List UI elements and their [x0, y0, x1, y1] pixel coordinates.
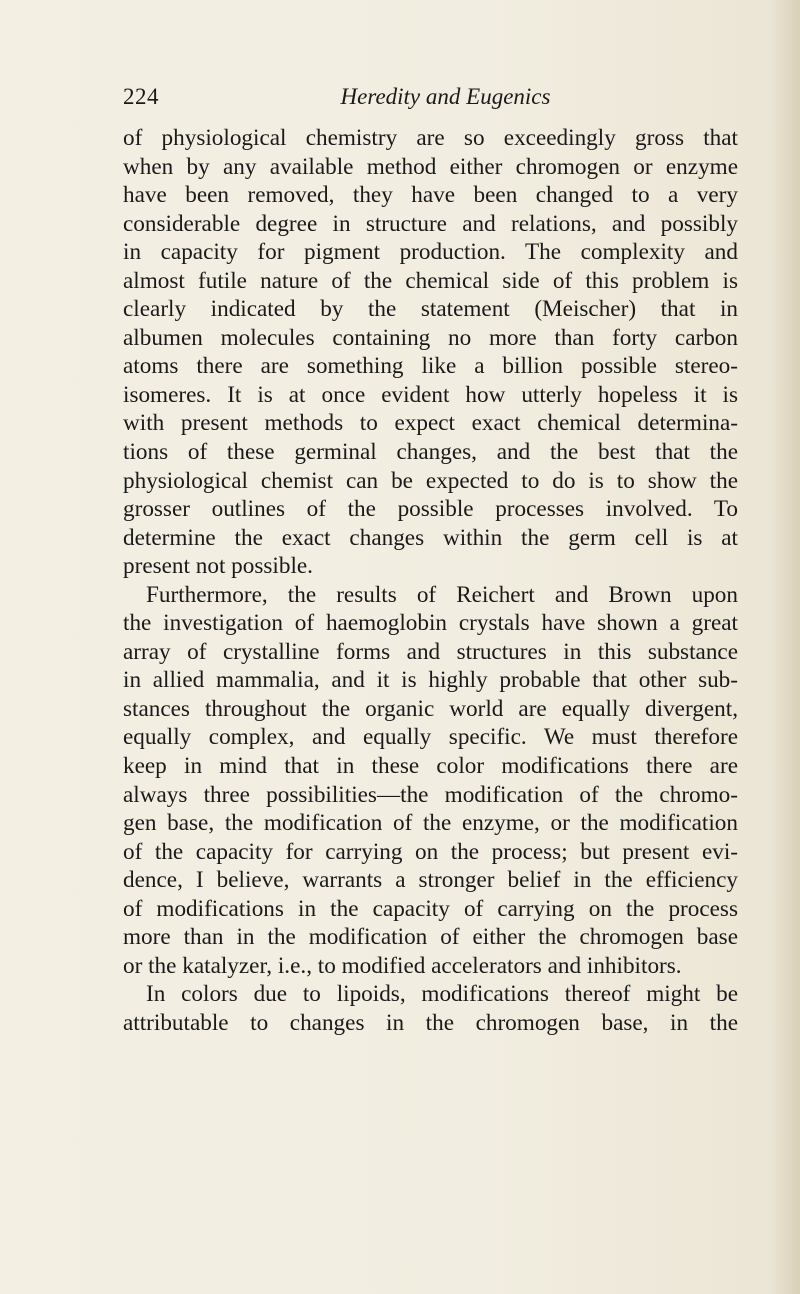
text-line: in allied mammalia, and it is highly probable that other sub-	[123, 667, 738, 694]
body-text	[123, 124, 738, 1038]
paragraph-first-line: Furthermore, the results of Reichert and Brown upon	[146, 581, 738, 608]
text-line: isomeres. It is at once evident how utterly hopeless it is	[123, 381, 738, 408]
page-number: 224	[123, 84, 159, 109]
text-line: the investigation of haemoglobin crystals have shown a great	[123, 610, 738, 637]
text-line: clearly indicated by the statement (Meischer) that in	[123, 296, 738, 323]
text-line: dence, I believe, warrants a stronger belief in the efficiency	[123, 867, 738, 894]
text-line: atoms there are something like a billion possible stereo-	[123, 353, 738, 380]
text-line: stances throughout the organic world are equally divergent,	[123, 695, 738, 722]
text-line: with present methods to expect exact chemical determina-	[123, 410, 738, 437]
page-header	[123, 84, 738, 118]
text-line: equally complex, and equally specific. We must therefore	[123, 724, 738, 751]
text-line: tions of these germinal changes, and the best that the	[123, 439, 738, 466]
text-line: always three possibilities—the modification of the chromo-	[123, 781, 738, 808]
text-line: of modifications in the capacity of carrying on the process	[123, 895, 738, 922]
text-line: of physiological chemistry are so exceedingly gross that	[123, 125, 738, 151]
text-line: or the katalyzer, i.e., to modified accelerators and inhibitors.	[123, 952, 682, 979]
text-line: gen base, the modification of the enzyme, or the modification	[123, 810, 738, 837]
running-title: Heredity and Eugenics	[340, 84, 551, 109]
text-line: determine the exact changes within the germ cell is at	[123, 524, 738, 551]
text-line: more than in the modification of either the chromogen base	[123, 924, 738, 951]
text-line: of the capacity for carrying on the process; but present evi-	[123, 838, 738, 865]
paragraph-first-line: In colors due to lipoids, modifications thereof might be	[146, 981, 738, 1008]
text-line: almost futile nature of the chemical side of this problem is	[123, 267, 738, 294]
text-line: keep in mind that in these color modifications there are	[123, 753, 738, 780]
text-line: when by any available method either chromogen or enzyme	[123, 153, 738, 180]
text-line: physiological chemist can be expected to do is to show the	[123, 467, 738, 494]
text-line: present not possible.	[123, 553, 313, 580]
text-line: albumen molecules containing no more than forty carbon	[123, 324, 738, 351]
text-line: considerable degree in structure and relations, and possibly	[123, 210, 738, 237]
text-line: in capacity for pigment production. The complexity and	[123, 239, 738, 266]
text-line: have been removed, they have been changed to a very	[123, 182, 738, 209]
text-line: array of crystalline forms and structures in this substance	[123, 638, 738, 665]
text-line: grosser outlines of the possible processes involved. To	[123, 496, 738, 523]
text-line: attributable to changes in the chromogen base, in the	[123, 1009, 738, 1036]
